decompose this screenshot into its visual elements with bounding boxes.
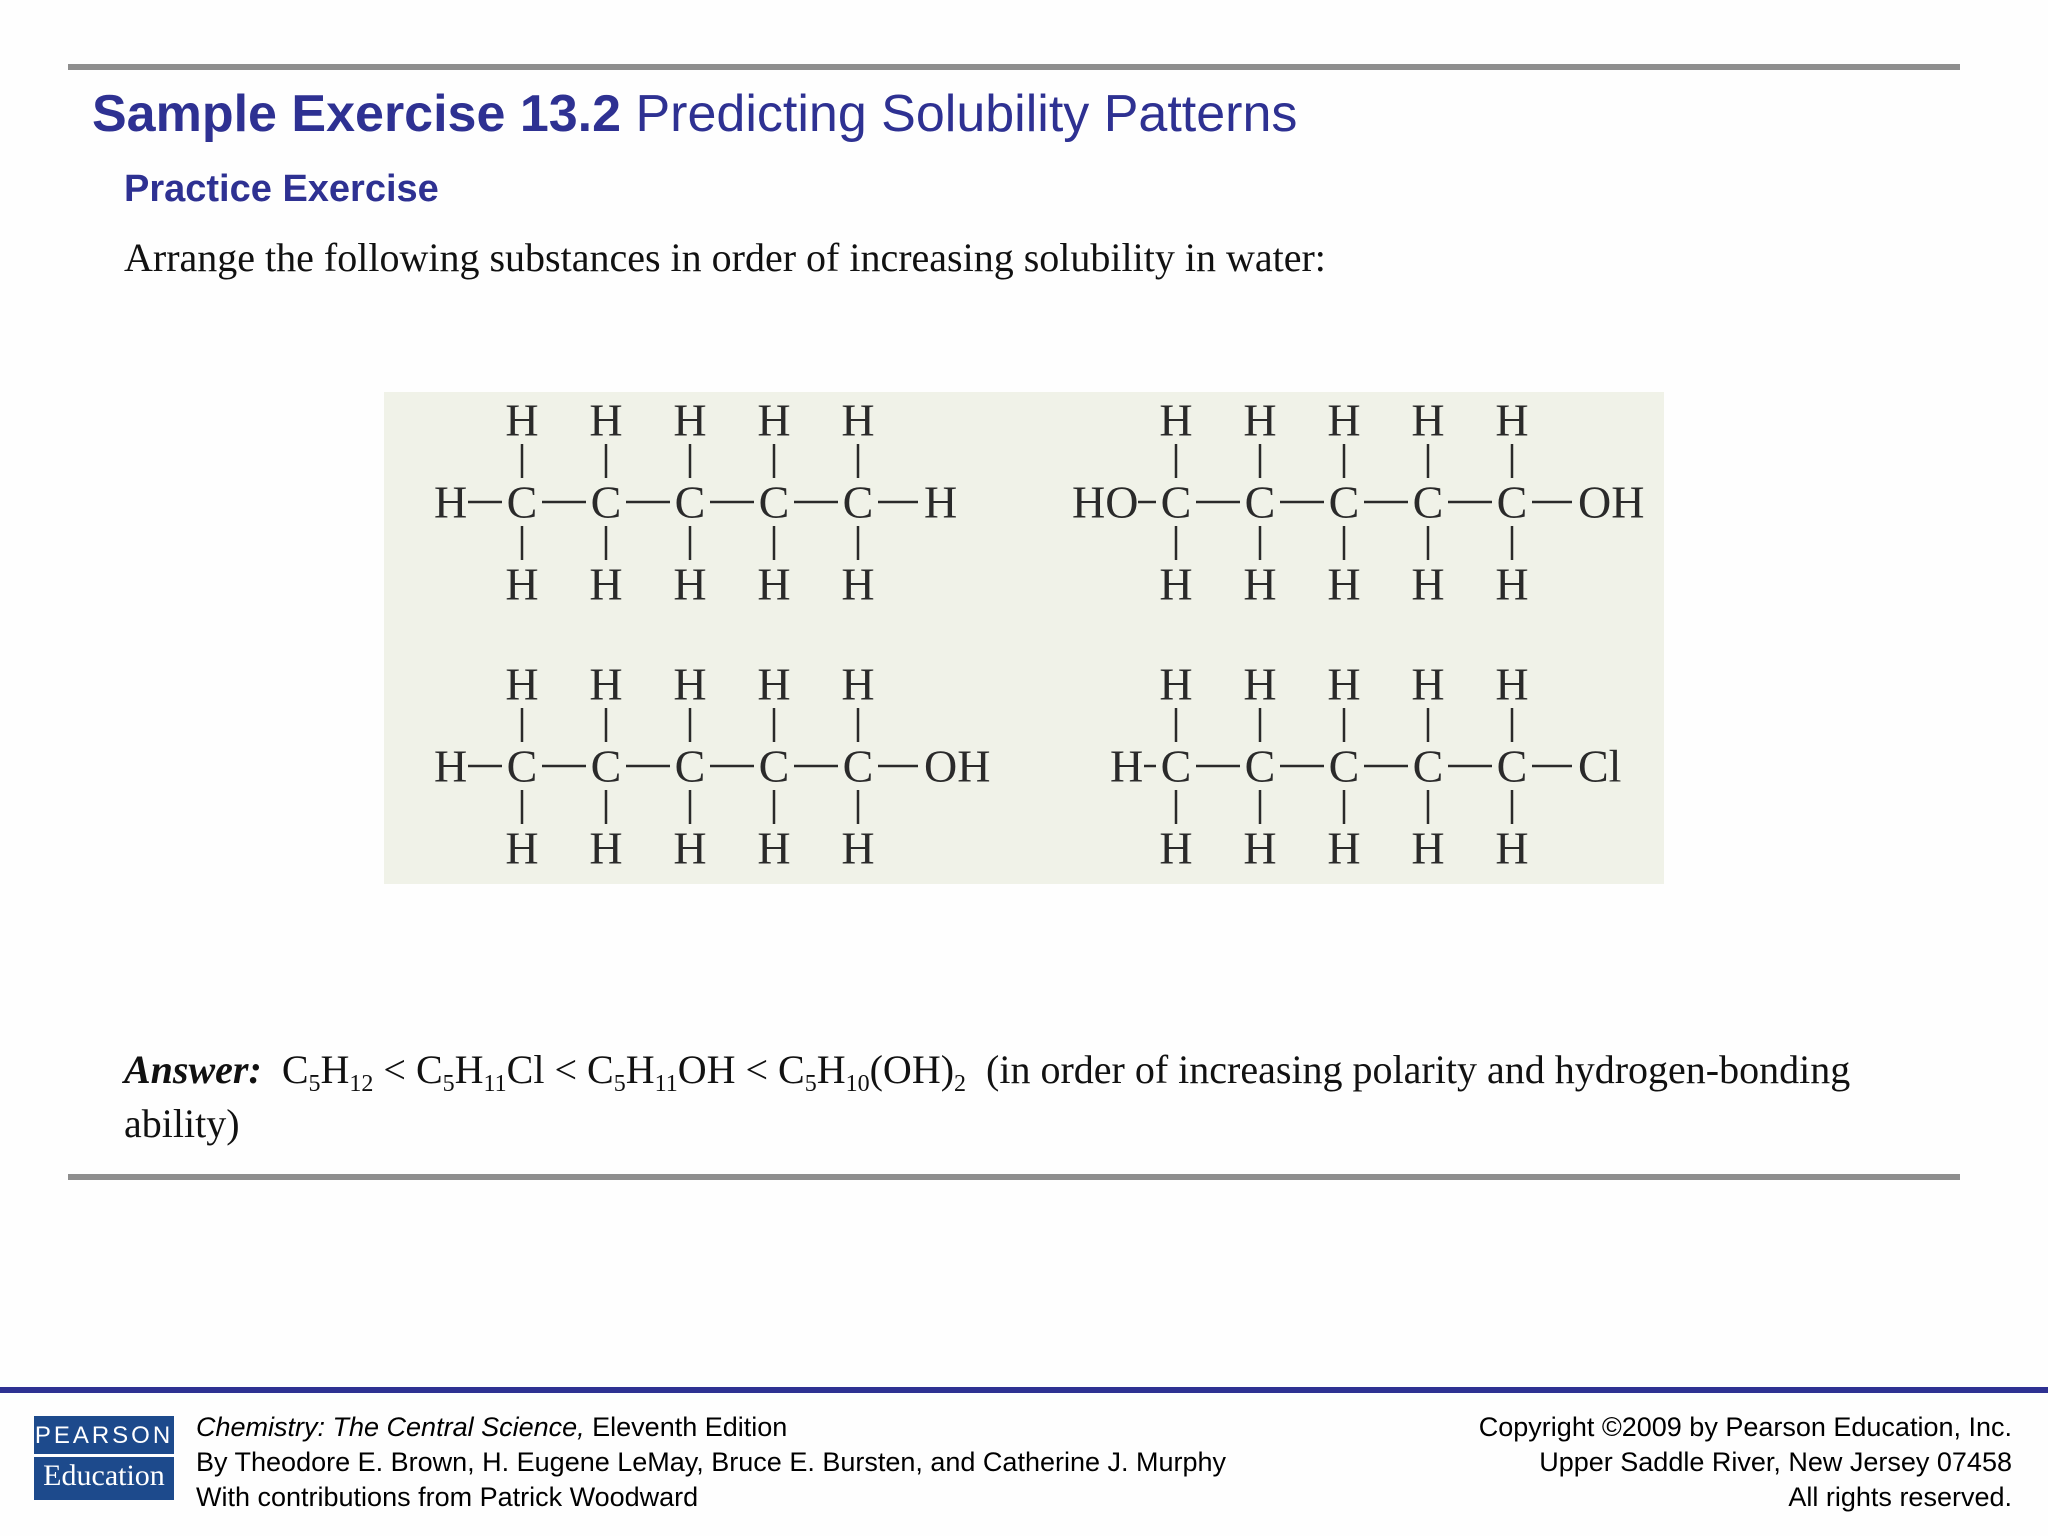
hydrogen-atom: H xyxy=(1159,822,1193,874)
hydrogen-atom: H xyxy=(1243,658,1277,710)
hydrogen-atom: H xyxy=(1327,822,1361,874)
logo-pearson-text: PEARSON xyxy=(34,1422,174,1449)
hydrogen-atom: H xyxy=(673,822,707,874)
formula-chloropentane: $C_5H_{11}Cl$ xyxy=(415,1047,545,1097)
copyright-notice xyxy=(1479,1410,2012,1515)
hydrogen-atom: H xyxy=(1411,658,1445,710)
hydrogen-atom: H xyxy=(757,394,791,446)
carbon-atom: C xyxy=(590,476,622,528)
carbon-atom: C xyxy=(506,740,538,792)
hydrogen-atom: H xyxy=(841,558,875,610)
hydrogen-atom: H xyxy=(841,822,875,874)
hydrogen-atom: H xyxy=(505,822,539,874)
carbon-atom: C xyxy=(842,476,874,528)
hydrogen-atom: H xyxy=(673,394,707,446)
question-text: Arrange the following substances in order of increasing solubility in water: xyxy=(124,235,1326,280)
answer-label: Answer: xyxy=(124,1047,262,1092)
left-terminal-group: H xyxy=(1110,740,1144,792)
hydrogen-atom: H xyxy=(1327,658,1361,710)
structural-formulas-svg xyxy=(384,392,1664,884)
hydrogen-atom: H xyxy=(1327,394,1361,446)
hydrogen-atom: H xyxy=(841,658,875,710)
publisher-address: Upper Saddle River, New Jersey 07458 xyxy=(1539,1447,2012,1477)
hydrogen-atom: H xyxy=(757,558,791,610)
hydrogen-atom: H xyxy=(1243,558,1277,610)
hydrogen-atom: H xyxy=(841,394,875,446)
formula-pentane: $C_5H_{12}$ xyxy=(281,1047,374,1097)
left-terminal-group: HO xyxy=(1072,476,1139,528)
hydrogen-atom: H xyxy=(1327,558,1361,610)
hydrogen-atom: H xyxy=(1159,394,1193,446)
pearson-education-logo xyxy=(34,1416,174,1500)
rights-reserved: All rights reserved. xyxy=(1788,1482,2012,1512)
hydrogen-atom: H xyxy=(1159,658,1193,710)
carbon-atom: C xyxy=(1160,476,1192,528)
hydrogen-atom: H xyxy=(1243,394,1277,446)
title-topic: Predicting Solubility Patterns xyxy=(635,85,1298,143)
carbon-atom: C xyxy=(1244,476,1276,528)
hydrogen-atom: H xyxy=(1495,394,1529,446)
page-title xyxy=(92,84,1297,144)
hydrogen-atom: H xyxy=(1243,822,1277,874)
hydrogen-atom: H xyxy=(1495,822,1529,874)
logo-separator xyxy=(34,1454,174,1457)
carbon-atom: C xyxy=(1496,740,1528,792)
less-than-sign: < xyxy=(745,1047,769,1092)
carbon-atom: C xyxy=(1496,476,1528,528)
formula-pentanol: $C_5H_{11}OH$ xyxy=(587,1047,736,1097)
hydrogen-atom: H xyxy=(589,658,623,710)
carbon-atom: C xyxy=(842,740,874,792)
carbon-atom: C xyxy=(674,740,706,792)
carbon-atom: C xyxy=(1244,740,1276,792)
hydrogen-atom: H xyxy=(505,658,539,710)
top-divider xyxy=(68,64,1960,70)
book-title-line xyxy=(196,1410,1226,1445)
less-than-sign: < xyxy=(554,1047,577,1092)
hydrogen-atom: H xyxy=(1495,558,1529,610)
hydrogen-atom: H xyxy=(757,658,791,710)
carbon-atom: C xyxy=(1412,476,1444,528)
hydrogen-atom: H xyxy=(1411,558,1445,610)
hydrogen-atom: H xyxy=(589,394,623,446)
structural-formulas-figure xyxy=(384,392,1664,884)
hydrogen-atom: H xyxy=(1411,394,1445,446)
hydrogen-atom: H xyxy=(589,822,623,874)
carbon-atom: C xyxy=(1160,740,1192,792)
hydrogen-atom: H xyxy=(1411,822,1445,874)
carbon-atom: C xyxy=(506,476,538,528)
less-than-sign: < xyxy=(383,1047,406,1092)
practice-exercise-heading: Practice Exercise xyxy=(124,168,439,210)
logo-education-text: Education xyxy=(43,1459,165,1492)
hydrogen-atom: H xyxy=(505,558,539,610)
carbon-atom: C xyxy=(758,476,790,528)
carbon-atom: C xyxy=(758,740,790,792)
book-edition: Eleventh Edition xyxy=(592,1412,788,1442)
left-terminal-group: H xyxy=(434,740,468,792)
right-terminal-group: Cl xyxy=(1578,740,1622,792)
book-title: Chemistry: The Central Science, xyxy=(196,1412,585,1442)
book-credits xyxy=(196,1410,1226,1515)
right-terminal-group: OH xyxy=(924,740,991,792)
carbon-atom: C xyxy=(674,476,706,528)
hydrogen-atom: H xyxy=(1495,658,1529,710)
left-terminal-group: H xyxy=(434,476,468,528)
hydrogen-atom: H xyxy=(1159,558,1193,610)
hydrogen-atom: H xyxy=(589,558,623,610)
carbon-atom: C xyxy=(1328,476,1360,528)
hydrogen-atom: H xyxy=(673,558,707,610)
right-terminal-group: OH xyxy=(1578,476,1645,528)
carbon-atom: C xyxy=(1328,740,1360,792)
carbon-atom: C xyxy=(590,740,622,792)
footer-divider xyxy=(0,1387,2048,1393)
carbon-atom: C xyxy=(1412,740,1444,792)
formula-pentanediol: $C_5H_{10}(OH)_2$ xyxy=(778,1047,967,1097)
hydrogen-atom: H xyxy=(673,658,707,710)
copyright-line: Copyright ©2009 by Pearson Education, Inc. xyxy=(1478,1412,2012,1442)
answer-explanation: (in order of increasing polarity and hydrogen-bonding ability) xyxy=(124,1047,1851,1146)
hydrogen-atom: H xyxy=(757,822,791,874)
hydrogen-atom: H xyxy=(505,394,539,446)
title-exercise-number: Sample Exercise 13.2 xyxy=(92,85,622,143)
bottom-divider xyxy=(68,1174,1960,1180)
right-terminal-group: H xyxy=(924,476,958,528)
book-contributions: With contributions from Patrick Woodward xyxy=(196,1482,699,1512)
book-authors: By Theodore E. Brown, H. Eugene LeMay, Bruce E. Bursten, and Catherine J. Murphy xyxy=(196,1447,1227,1477)
answer-block xyxy=(124,1043,1964,1151)
